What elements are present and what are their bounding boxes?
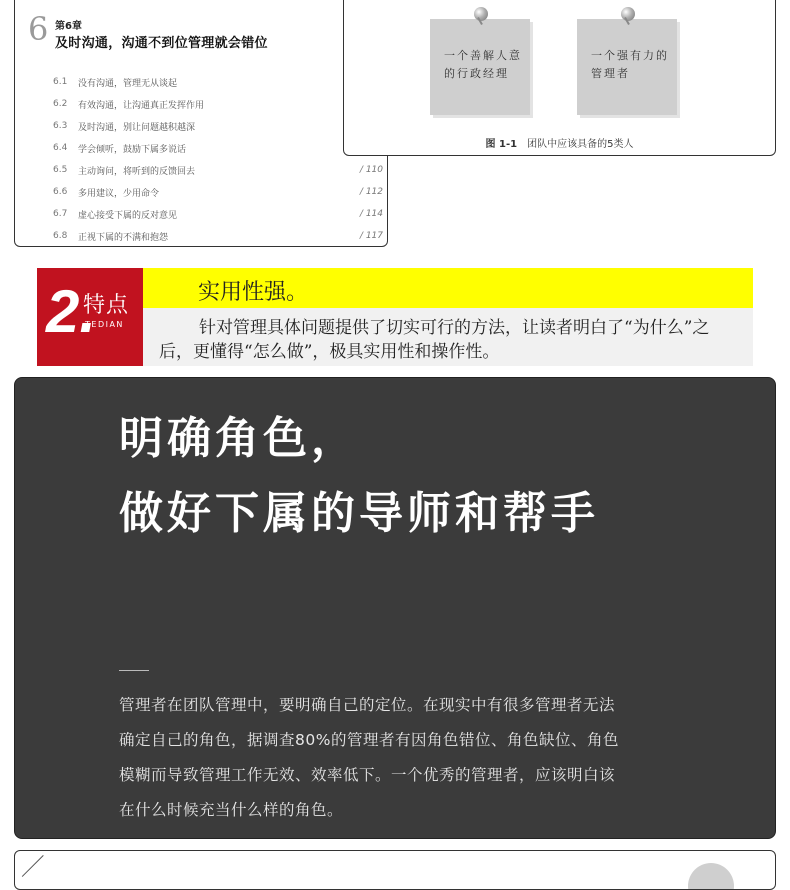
feature-title: 实用性强。 xyxy=(198,280,309,305)
toc-item-page: / 117 xyxy=(359,231,383,241)
toc-item-title: 没有沟通，管理无从谈起 xyxy=(78,78,178,89)
toc-item xyxy=(53,181,383,203)
headline-panel xyxy=(14,377,776,839)
feature-body: 针对管理具体问题提供了切实可行的方法，让读者明白了“为什么”之后，更懂得“怎么做”，极具实用性和操作性。 xyxy=(159,318,710,362)
feature-title-bar xyxy=(143,268,753,308)
toc-item-number: 6.4 xyxy=(53,143,68,153)
chapter-number: 6 xyxy=(28,10,49,48)
toc-item-title: 及时沟通，别让问题越积越深 xyxy=(78,122,196,133)
pushpin-icon xyxy=(621,7,635,21)
toc-item xyxy=(53,159,383,181)
toc-item-page: / 114 xyxy=(359,209,383,219)
sticky-note xyxy=(577,19,677,115)
toc-item-number: 6.8 xyxy=(53,231,68,241)
feature-body-bar xyxy=(143,308,753,366)
decorative-circle xyxy=(688,863,734,890)
toc-item-number: 6.6 xyxy=(53,187,68,197)
sticky-note-text: 一个善解人意的行政经理 xyxy=(444,49,522,80)
feature-badge xyxy=(37,268,143,366)
feature-badge-title: 特点 xyxy=(83,293,130,318)
toc-list xyxy=(53,71,383,247)
headline-line-1: 明确角色， xyxy=(119,413,359,464)
toc-item xyxy=(53,137,383,159)
toc-item xyxy=(53,93,383,115)
toc-item-number: 6.5 xyxy=(53,165,68,175)
toc-item xyxy=(53,225,383,247)
toc-item-number: 6.2 xyxy=(53,99,68,109)
toc-item xyxy=(53,203,383,225)
bottom-card xyxy=(14,850,776,890)
toc-item-title: 有效沟通，让沟通真正发挥作用 xyxy=(78,100,205,111)
divider xyxy=(119,670,149,671)
toc-item-title: 学会倾听，鼓励下属多说话 xyxy=(78,144,187,155)
toc-item-page: / 112 xyxy=(359,187,383,197)
toc-item-number: 6.3 xyxy=(53,121,68,131)
toc-item-title: 正视下属的不满和抱怨 xyxy=(78,232,169,243)
toc-item xyxy=(53,115,383,137)
toc-item-page: / 110 xyxy=(359,165,383,175)
toc-item-number: 6.7 xyxy=(53,209,68,219)
headline-line-2: 做好下属的导师和帮手 xyxy=(119,488,599,539)
chapter-title: 及时沟通，沟通不到位管理就会错位 xyxy=(55,36,268,51)
sticky-note-text: 一个强有力的管理者 xyxy=(591,49,669,80)
figure-card xyxy=(343,0,776,156)
feature-badge-subtitle: TEDIAN xyxy=(85,320,124,329)
figure-caption-text: 团队中应该具备的5类人 xyxy=(527,139,634,150)
pushpin-icon xyxy=(474,7,488,21)
toc-item-title: 虚心接受下属的反对意见 xyxy=(78,210,178,221)
feature-badge-number: 2. xyxy=(46,278,97,345)
sticky-note xyxy=(430,19,530,115)
figure-caption-label: 图 1-1 xyxy=(485,139,518,150)
decorative-line xyxy=(22,855,44,877)
toc-item-number: 6.1 xyxy=(53,77,68,87)
toc-item-title: 多用建议，少用命令 xyxy=(78,188,160,199)
toc-card xyxy=(14,0,388,247)
toc-item xyxy=(53,71,383,93)
toc-item-title: 主动询问，将听到的反馈回去 xyxy=(78,166,196,177)
figure-caption xyxy=(344,135,775,150)
panel-description: 管理者在团队管理中，要明确自己的定位。在现实中有很多管理者无法确定自己的角色，据调查80%的管理者有因角色错位、角色缺位、角色模糊而导致管理工作无效、效率低下。一个优秀的管理者，应该明白该在什么时候充当什么样的角色。 xyxy=(119,696,619,819)
chapter-label: 第6章 xyxy=(55,21,82,32)
